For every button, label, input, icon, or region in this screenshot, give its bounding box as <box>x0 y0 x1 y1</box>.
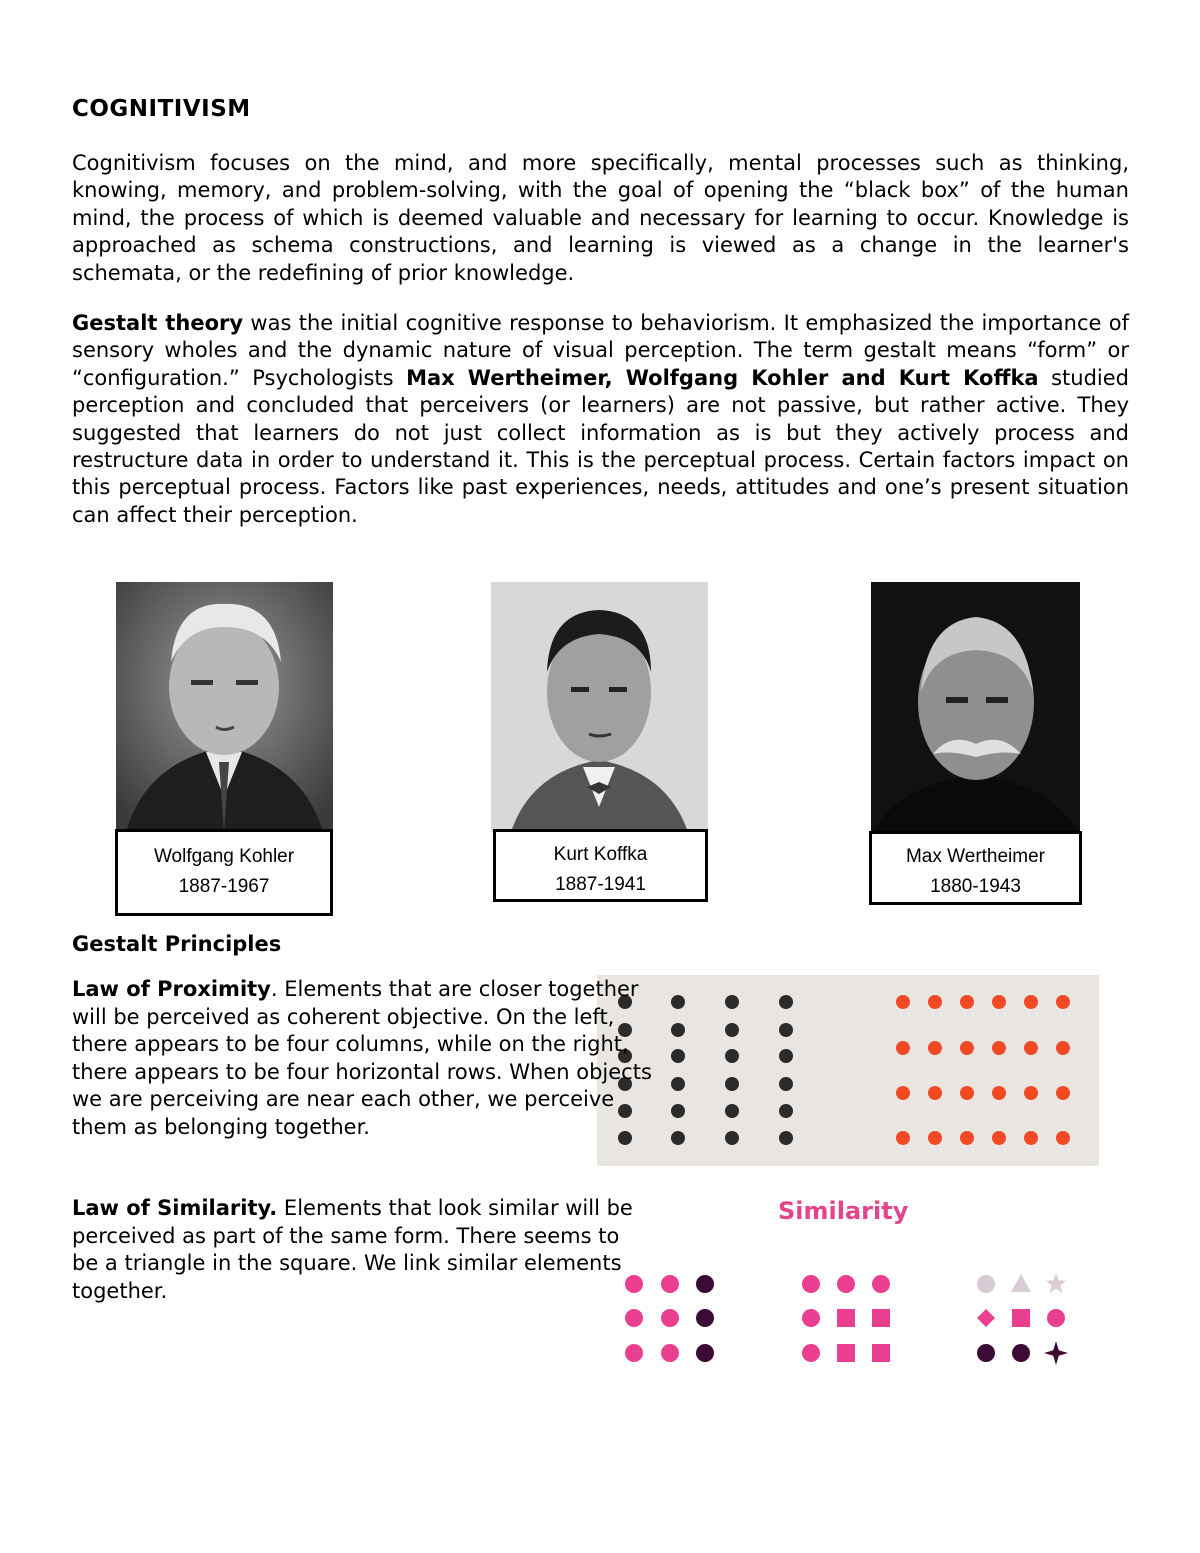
proximity-dark-dot <box>779 995 793 1009</box>
proximity-dark-dot <box>725 995 739 1009</box>
proximity-orange-dot <box>928 1131 942 1145</box>
proximity-orange-dot <box>928 1086 942 1100</box>
similarity-square <box>1012 1309 1030 1327</box>
similarity-circle <box>837 1275 855 1293</box>
proximity-orange-dot <box>896 995 910 1009</box>
proximity-dark-dot <box>779 1023 793 1037</box>
proximity-label: Law of Proximity <box>72 977 271 1001</box>
proximity-orange-dot <box>896 1086 910 1100</box>
proximity-orange-dot <box>896 1041 910 1055</box>
proximity-figure <box>597 975 1099 1166</box>
proximity-orange-dot <box>1056 1086 1070 1100</box>
caption-kohler-name: Wolfgang Kohler <box>153 846 295 867</box>
gestalt-text-2: studied perception and concluded that perceivers (or learners) are not passive, but rather active. They suggested that learners do not just collect information as is but they actively process and restructure data in order to understand it. This is the perceptual process. Certain factors impact on this perceptual process. Factors like past experiences, needs, attitudes and one’s present situation can affect their perception. <box>72 365 1130 527</box>
caption-koffka-name: Kurt Koffka <box>553 844 648 865</box>
proximity-dark-dot <box>779 1049 793 1063</box>
proximity-dark-dot <box>779 1104 793 1118</box>
proximity-orange-dot <box>896 1131 910 1145</box>
proximity-dark-dot <box>779 1131 793 1145</box>
caption-kohler-years: 1887-1967 <box>178 876 270 897</box>
caption-wertheimer-name: Max Wertheimer <box>905 846 1045 867</box>
proximity-dark-dot <box>671 1131 685 1145</box>
gestalt-paragraph <box>72 310 1129 529</box>
proximity-orange-dot <box>992 995 1006 1009</box>
portrait-kohler <box>116 582 333 832</box>
similarity-sparkle <box>1044 1341 1068 1365</box>
proximity-text: . Elements that are closer together will be perceived as coherent objective. On the left, there appears to be four columns, while on the right, there appears to be four horizontal rows. When objects we are perceiving are near each other, we perceive them as belonging together. <box>72 977 652 1139</box>
similarity-plum-circle <box>977 1344 995 1362</box>
similarity-circle <box>625 1344 643 1362</box>
gestalt-term: Gestalt theory <box>72 311 244 335</box>
proximity-dark-dot <box>725 1077 739 1091</box>
gestalt-text-1: was the initial cognitive response to behaviorism. It emphasized the importance of sensory wholes and the dynamic nature of visual perception. The term gestalt means “form” or “configuration.” Psychologists <box>72 311 1129 390</box>
proximity-dark-dot <box>671 1023 685 1037</box>
psychologist-names: Max Wertheimer, Wolfgang Kohler and Kurt Koffka <box>406 365 1039 390</box>
proximity-orange-dot <box>1056 1131 1070 1145</box>
proximity-dark-dot <box>779 1077 793 1091</box>
similarity-circle <box>661 1344 679 1362</box>
portrait-wertheimer <box>871 582 1080 834</box>
proximity-orange-dot <box>960 995 974 1009</box>
proximity-orange-dot <box>928 1041 942 1055</box>
proximity-orange-dot <box>992 1086 1006 1100</box>
proximity-orange-dot <box>1024 1131 1038 1145</box>
proximity-orange-dot <box>992 1131 1006 1145</box>
proximity-orange-dot <box>992 1041 1006 1055</box>
similarity-circle <box>802 1275 820 1293</box>
caption-koffka-years: 1887-1941 <box>555 874 646 895</box>
similarity-circle <box>661 1309 679 1327</box>
page-title: COGNITIVISM <box>72 96 251 122</box>
proximity-dark-dot <box>671 1104 685 1118</box>
caption-kohler <box>115 829 333 916</box>
similarity-circle <box>696 1309 714 1327</box>
similarity-square <box>837 1344 855 1362</box>
proximity-dark-dot <box>725 1131 739 1145</box>
proximity-orange-dot <box>1024 1086 1038 1100</box>
caption-wertheimer <box>869 831 1082 905</box>
similarity-paragraph <box>72 1195 652 1305</box>
similarity-circle <box>696 1275 714 1293</box>
proximity-orange-dot <box>960 1086 974 1100</box>
similarity-text: Elements that look similar will be perceived as part of the same form. There seems to be a triangle in the square. We link similar elements together. <box>72 1196 633 1303</box>
similarity-circle <box>1047 1309 1065 1327</box>
proximity-orange-dot <box>1056 1041 1070 1055</box>
similarity-triangle <box>1011 1274 1031 1292</box>
proximity-dark-dot <box>725 1104 739 1118</box>
similarity-square <box>837 1309 855 1327</box>
similarity-square <box>872 1309 890 1327</box>
proximity-orange-dot <box>1024 995 1038 1009</box>
caption-wertheimer-years: 1880-1943 <box>930 876 1021 897</box>
similarity-circle <box>661 1275 679 1293</box>
proximity-orange-dot <box>1024 1041 1038 1055</box>
proximity-orange-dot <box>960 1131 974 1145</box>
similarity-circle <box>802 1309 820 1327</box>
proximity-dark-dot <box>671 1077 685 1091</box>
proximity-orange-dot <box>1056 995 1070 1009</box>
similarity-figure-title: Similarity <box>778 1197 909 1225</box>
proximity-dark-dot <box>671 1049 685 1063</box>
similarity-figure <box>600 1195 1094 1391</box>
similarity-circle <box>872 1275 890 1293</box>
similarity-circle <box>696 1344 714 1362</box>
proximity-dark-dot <box>671 995 685 1009</box>
similarity-circle <box>625 1309 643 1327</box>
similarity-light-circle <box>977 1275 995 1293</box>
principles-heading: Gestalt Principles <box>72 932 282 956</box>
proximity-orange-dot <box>928 995 942 1009</box>
similarity-star <box>1046 1273 1067 1293</box>
caption-koffka <box>493 829 708 902</box>
proximity-dark-dot <box>725 1049 739 1063</box>
proximity-paragraph <box>72 976 652 1142</box>
portrait-koffka <box>491 582 708 832</box>
similarity-plum-circle <box>1012 1344 1030 1362</box>
proximity-orange-dot <box>960 1041 974 1055</box>
proximity-dark-dot <box>725 1023 739 1037</box>
similarity-diamond <box>977 1309 995 1327</box>
similarity-circle <box>802 1344 820 1362</box>
similarity-label: Law of Similarity. <box>72 1196 278 1220</box>
similarity-square <box>872 1344 890 1362</box>
proximity-dots <box>597 975 1099 1166</box>
intro-paragraph: Cognitivism focuses on the mind, and more specifically, mental processes such as thinking, knowing, memory, and problem-solving, with the goal of opening the “black box” of the human mind, the process of which is deemed valuable and necessary for learning to occur. Knowledge is approached as schema constructions, and learning is viewed as a change in the learner's schemata, or the redefining of prior knowledge. <box>72 151 1129 285</box>
